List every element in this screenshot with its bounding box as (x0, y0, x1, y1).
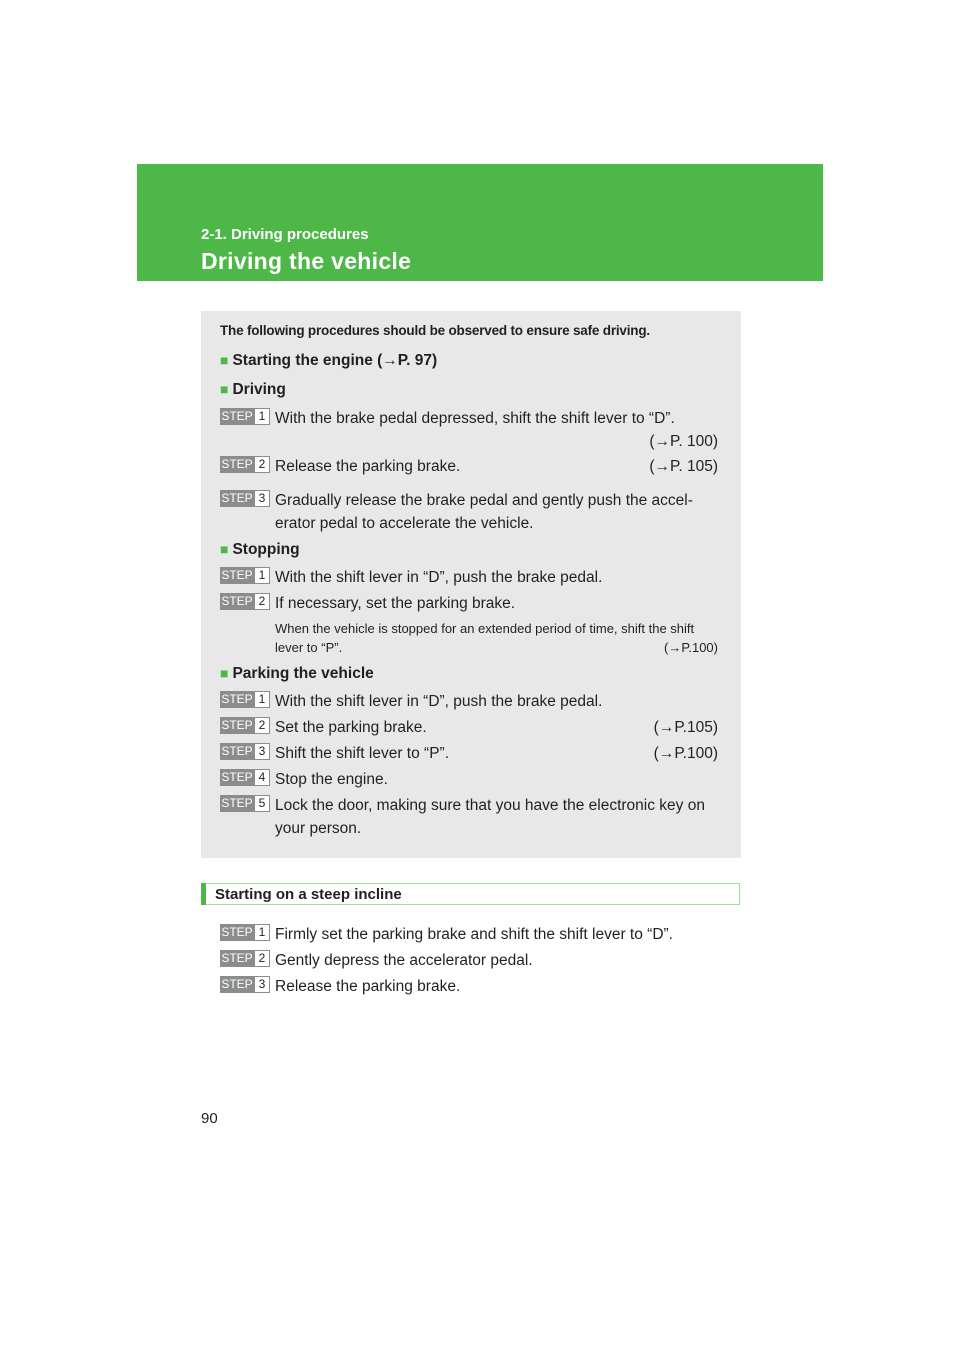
subheading-steep-incline (201, 883, 740, 905)
step-text: With the shift lever in “D”, push the brake pedal. (275, 569, 603, 586)
step-badge (220, 593, 270, 610)
incline-step-3 (220, 975, 718, 998)
step-text: Lock the door, making sure that you have the electronic key on your person. (275, 797, 705, 837)
step-label: STEP (221, 491, 253, 505)
step-badge (220, 950, 270, 967)
heading-text: Starting the engine (→P. 97) (232, 352, 438, 369)
step-text: Gradually release the brake pedal and gently push the accel-erator pedal to accelerate the vehicle. (275, 492, 693, 532)
note-text: When the vehicle is stopped for an extended period of time, shift the shift lever to “P”. (275, 621, 695, 655)
heading-starting (220, 352, 437, 370)
square-bullet-icon: ■ (220, 381, 229, 397)
step-label: STEP (221, 594, 253, 608)
heading-text: Parking the vehicle (232, 665, 374, 682)
parking-step-1 (220, 690, 718, 713)
step-number: 1 (254, 408, 270, 425)
step-number: 2 (254, 456, 270, 473)
step-badge (220, 490, 270, 507)
square-bullet-icon: ■ (220, 352, 229, 368)
step-label: STEP (221, 951, 253, 965)
parking-step-2 (220, 716, 718, 739)
step-label: STEP (221, 409, 253, 423)
step-text: With the shift lever in “D”, push the brake pedal. (275, 693, 603, 710)
stopping-step-2 (220, 592, 718, 615)
step-badge (220, 408, 270, 425)
page-reference: (→P. 100) (649, 433, 718, 450)
step-badge (220, 743, 270, 760)
step-label: STEP (221, 744, 253, 758)
step-label: STEP (221, 770, 253, 784)
page-reference: (→P.100) (664, 640, 718, 655)
square-bullet-icon: ■ (220, 665, 229, 681)
page-reference: (→P.100) (653, 745, 718, 762)
page-title: Driving the vehicle (201, 248, 412, 274)
step-badge (220, 795, 270, 812)
step-number: 1 (254, 567, 270, 584)
step-text: Firmly set the parking brake and shift the shift lever to “D”. (275, 926, 673, 943)
step-label: STEP (221, 977, 253, 991)
step-text: If necessary, set the parking brake. (275, 595, 516, 612)
page-number: 90 (201, 1110, 218, 1127)
step-number: 2 (254, 950, 270, 967)
section-header-band (137, 164, 823, 281)
step-number: 1 (254, 924, 270, 941)
step-text: Release the parking brake. (275, 978, 461, 995)
step-number: 3 (254, 490, 270, 507)
stopping-note (275, 619, 718, 657)
square-bullet-icon: ■ (220, 541, 229, 557)
step-text: Gently depress the accelerator pedal. (275, 952, 533, 969)
step-label: STEP (221, 692, 253, 706)
parking-step-3 (220, 742, 718, 765)
step-number: 1 (254, 691, 270, 708)
step-number: 2 (254, 717, 270, 734)
step-label: STEP (221, 718, 253, 732)
step-badge (220, 976, 270, 993)
step-number: 4 (254, 769, 270, 786)
parking-step-5 (220, 794, 718, 840)
driving-step-1 (220, 407, 718, 453)
step-label: STEP (221, 568, 253, 582)
step-badge (220, 924, 270, 941)
driving-step-2 (220, 455, 718, 478)
page-reference: (→P. 105) (649, 458, 718, 475)
section-label: 2-1. Driving procedures (201, 226, 369, 243)
step-label: STEP (221, 796, 253, 810)
step-number: 3 (254, 743, 270, 760)
driving-step-3 (220, 489, 718, 535)
step-text: Stop the engine. (275, 771, 388, 788)
heading-parking (220, 665, 374, 683)
incline-step-1 (220, 923, 718, 946)
step-label: STEP (221, 925, 253, 939)
step-badge (220, 456, 270, 473)
step-number: 2 (254, 593, 270, 610)
step-text: With the brake pedal depressed, shift the shift lever to “D”. (275, 410, 675, 427)
heading-stopping (220, 541, 300, 559)
step-badge (220, 717, 270, 734)
subheading-text: Starting on a steep incline (215, 886, 402, 903)
page-reference: (→P.105) (653, 719, 718, 736)
step-number: 3 (254, 976, 270, 993)
intro-text: The following procedures should be observed to ensure safe driving. (220, 323, 650, 338)
stopping-step-1 (220, 566, 718, 589)
heading-driving (220, 381, 286, 399)
heading-text: Stopping (232, 541, 300, 558)
step-badge (220, 769, 270, 786)
step-number: 5 (254, 795, 270, 812)
step-badge (220, 567, 270, 584)
incline-step-2 (220, 949, 718, 972)
step-label: STEP (221, 457, 253, 471)
step-text: Release the parking brake. (275, 458, 461, 475)
step-text: Shift the shift lever to “P”. (275, 745, 450, 762)
step-text: Set the parking brake. (275, 719, 427, 736)
parking-step-4 (220, 768, 718, 791)
heading-text: Driving (232, 381, 286, 398)
step-badge (220, 691, 270, 708)
procedures-box (201, 311, 741, 858)
heading-accent-bar (201, 883, 206, 905)
